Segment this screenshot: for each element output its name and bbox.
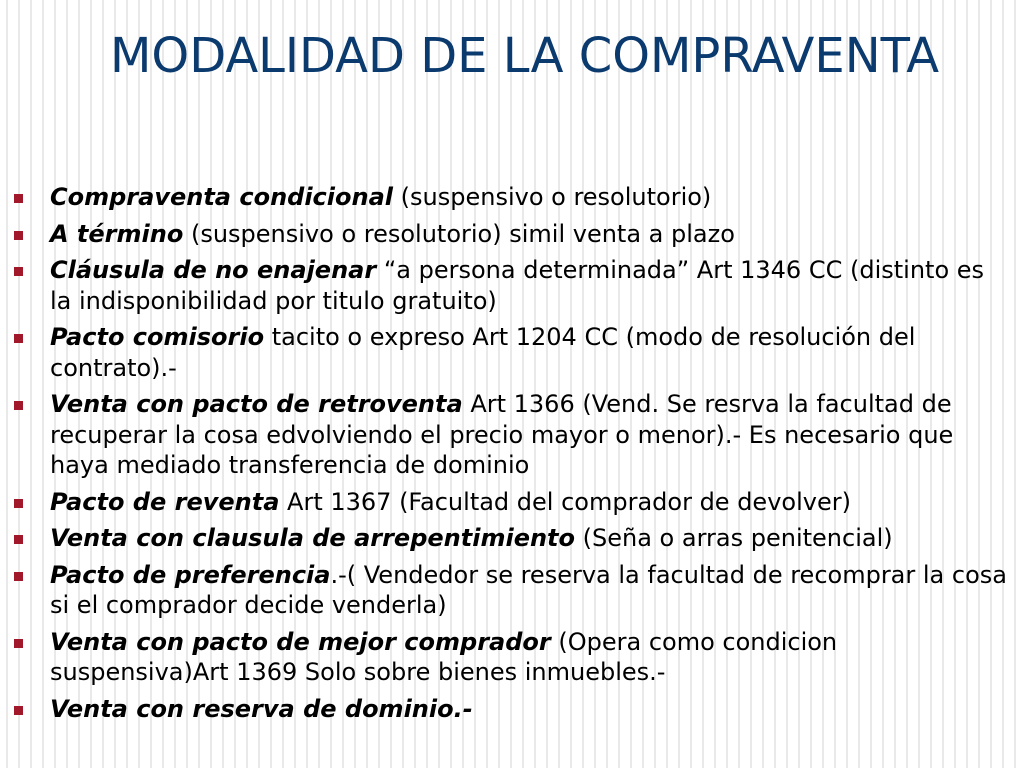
bullet-text: (suspensivo o resolutorio) — [393, 183, 712, 211]
bullet-term: Pacto comisorio — [50, 323, 265, 351]
bullet-term: Venta con pacto de mejor comprador — [50, 627, 551, 656]
bullet-item — [0, 322, 1012, 383]
bullet-term: Venta con clausula de arrepentimiento — [50, 524, 576, 552]
bullet-item — [0, 694, 1012, 725]
bullet-term: Pacto de preferencia — [50, 560, 331, 589]
bullet-item — [0, 219, 1012, 250]
bullet-term: Venta con reserva de dominio.- — [50, 694, 473, 723]
square-bullet-icon — [14, 535, 23, 544]
square-bullet-icon — [14, 572, 23, 581]
square-bullet-icon — [14, 334, 23, 343]
square-bullet-icon — [14, 499, 23, 508]
square-bullet-icon — [14, 706, 23, 715]
square-bullet-icon — [14, 194, 23, 203]
bullet-item — [0, 487, 1012, 518]
bullet-term: Venta con pacto de retroventa — [50, 390, 463, 418]
bullet-term: Pacto de reventa — [50, 487, 280, 516]
bullet-list — [0, 182, 1012, 730]
slide-title: MODALIDAD DE LA COMPRAVENTA — [110, 28, 940, 84]
bullet-text: Art 1366 (Vend. Se resrva la facultad de recuperar la cosa edvolviendo el precio mayor o menor).- Es necesario que haya mediado transferencia de dominio — [50, 390, 954, 479]
bullet-text: “a persona determinada” Art 1346 CC (distinto es la indisponibilidad por titulo gratuito) — [50, 256, 985, 315]
bullet-item — [0, 627, 1012, 688]
bullet-text: .-( Vendedor se reserva la facultad de recomprar la cosa si el comprador decide venderla) — [50, 560, 1007, 619]
square-bullet-icon — [14, 267, 23, 276]
bullet-term: Cláusula de no enajenar — [50, 256, 377, 284]
bullet-text: (Seña o arras penitencial) — [575, 524, 893, 552]
bullet-text: (Opera como condicion suspensiva)Art 1369 Solo sobre bienes inmuebles.- — [50, 627, 838, 686]
bullet-item — [0, 560, 1012, 621]
bullet-text: (suspensivo o resolutorio) simil venta a plazo — [183, 219, 735, 248]
bullet-text: Art 1367 (Facultad del comprador de devolver) — [279, 487, 851, 516]
square-bullet-icon — [14, 231, 23, 240]
square-bullet-icon — [14, 401, 23, 410]
bullet-item — [0, 182, 1012, 213]
bullet-term: Compraventa condicional — [50, 183, 394, 211]
bullet-term: A término — [50, 219, 184, 248]
bullet-item — [0, 389, 1012, 481]
bullet-text: tacito o expreso Art 1204 CC (modo de resolución del contrato).- — [50, 323, 916, 382]
bullet-item — [0, 523, 1012, 554]
bullet-item — [0, 255, 1012, 316]
square-bullet-icon — [14, 639, 23, 648]
